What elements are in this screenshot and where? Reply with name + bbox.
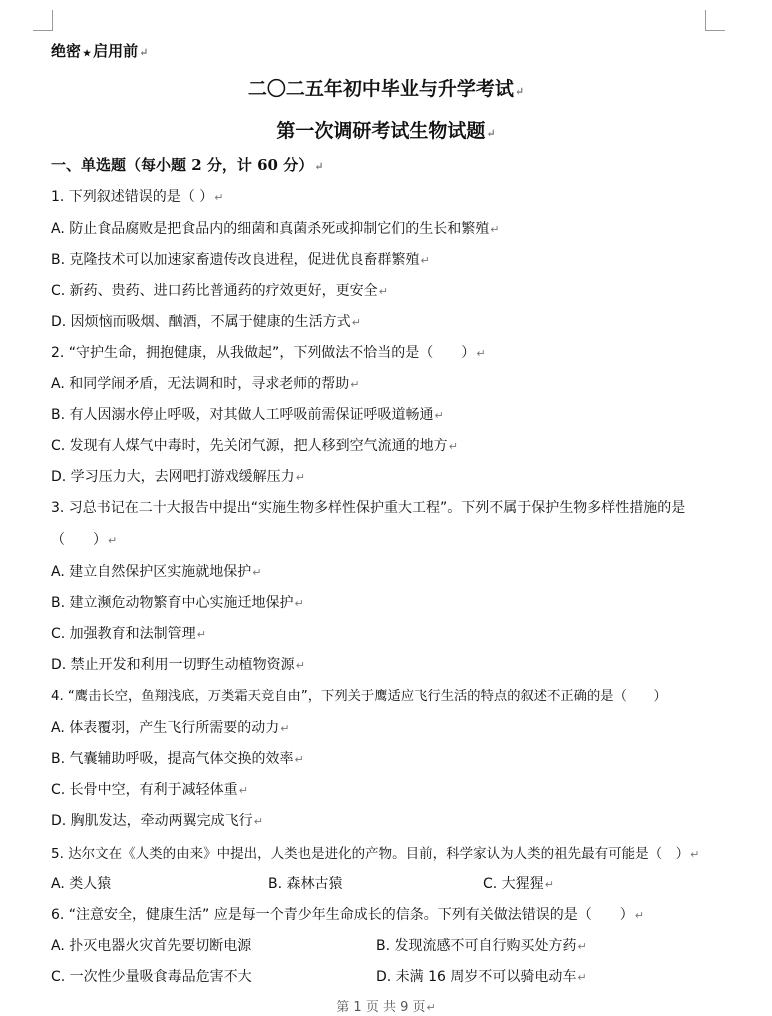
paragraph-mark-icon: ↵ — [294, 597, 304, 610]
question-4-option-d: D. 胸肌发达，牵动两翼完成飞行↵ — [51, 813, 263, 829]
paragraph-mark-icon: ↵ — [351, 316, 361, 329]
paragraph-mark-icon: ↵ — [490, 223, 500, 236]
question-2-option-a: A. 和同学闹矛盾，无法调和时，寻求老师的帮助↵ — [51, 376, 360, 392]
question-6-options-row-2 — [51, 966, 721, 986]
question-4-option-c: C. 长骨中空，有利于减轻体重↵ — [51, 782, 248, 798]
question-5-option-b: B. 森林古猿 — [268, 876, 343, 892]
paragraph-mark-icon: ↵ — [238, 784, 248, 797]
question-4-option-b: B. 气囊辅助呼吸，提高气体交换的效率↵ — [51, 751, 304, 767]
question-4-option-a: A. 体表覆羽，产生飞行所需要的动力↵ — [51, 720, 290, 736]
question-3-stem: 3. 习总书记在二十大报告中提出“实施生物多样性保护重大工程”。下列不属于保护生物多样性措施的是 — [51, 500, 686, 516]
paragraph-mark-icon: ↵ — [280, 722, 290, 735]
question-6-options-row-1 — [51, 935, 721, 955]
crop-mark-top-left — [52, 10, 53, 30]
question-3-option-d: D. 禁止开发和利用一切野生动植物资源↵ — [51, 657, 305, 673]
paragraph-mark-icon: ↵ — [253, 815, 263, 828]
confidential-label: 绝密 ★ 启用前↵ — [51, 42, 149, 60]
paragraph-mark-icon: ↵ — [577, 971, 587, 984]
question-3-option-c: C. 加强教育和法制管理↵ — [51, 626, 206, 642]
question-1-option-b: B. 克隆技术可以加速家畜遗传改良进程，促进优良畜群繁殖↵ — [51, 252, 430, 268]
question-1-stem: 1. 下列叙述错误的是（ ）↵ — [51, 189, 224, 205]
section-heading: 一、单选题（每小题 2 分，计 60 分）↵ — [51, 156, 324, 174]
question-1-option-d: D. 因烦恼而吸烟、酗酒，不属于健康的生活方式↵ — [51, 314, 361, 330]
question-4-stem: 4. “鹰击长空，鱼翔浅底，万类霜天竞自由”，下列关于鹰适应飞行生活的特点的叙述不正确的是（ ） — [51, 689, 667, 704]
paragraph-mark-icon: ↵ — [434, 409, 444, 422]
question-5-option-a: A. 类人猿 — [51, 876, 112, 892]
paragraph-mark-icon: ↵ — [634, 909, 644, 922]
exam-subtitle: 第一次调研考试生物试题↵ — [276, 120, 496, 142]
question-5-option-c: C. 大猩猩↵ — [483, 876, 554, 892]
paragraph-mark-icon: ↵ — [196, 628, 206, 641]
paragraph-mark-icon: ↵ — [577, 940, 587, 953]
question-6-option-b: B. 发现流感不可自行购买处方药↵ — [376, 938, 587, 954]
star-icon: ★ — [83, 49, 92, 59]
paragraph-mark-icon: ↵ — [420, 254, 430, 267]
paragraph-mark-icon: ↵ — [295, 659, 305, 672]
paragraph-mark-icon: ↵ — [139, 46, 149, 59]
paragraph-mark-icon: ↵ — [252, 566, 262, 579]
question-3-option-a: A. 建立自然保护区实施就地保护↵ — [51, 564, 262, 580]
paragraph-mark-icon: ↵ — [690, 848, 700, 861]
question-6-stem: 6. “注意安全，健康生活” 应是每一个青少年生命成长的信条。下列有关做法错误的是（ ）↵ — [51, 907, 644, 923]
paragraph-mark-icon: ↵ — [514, 85, 525, 98]
paragraph-mark-icon: ↵ — [350, 378, 360, 391]
paragraph-mark-icon: ↵ — [486, 127, 496, 140]
question-2-option-c: C. 发现有人煤气中毒时，先关闭气源，把人移到空气流通的地方↵ — [51, 438, 458, 454]
question-2-stem: 2. “守护生命，拥抱健康，从我做起”，下列做法不恰当的是（ ）↵ — [51, 345, 486, 361]
paragraph-mark-icon: ↵ — [378, 285, 388, 298]
paragraph-mark-icon: ↵ — [476, 347, 486, 360]
paragraph-mark-icon: ↵ — [294, 753, 304, 766]
question-3-option-b: B. 建立濒危动物繁育中心实施迁地保护↵ — [51, 595, 304, 611]
paragraph-mark-icon: ↵ — [214, 191, 224, 204]
question-3-stem-continued: （ ）↵ — [51, 532, 118, 548]
paragraph-mark-icon: ↵ — [544, 878, 554, 891]
paragraph-mark-icon: ↵ — [448, 440, 458, 453]
question-6-option-a: A. 扑灭电器火灾首先要切断电源 — [51, 938, 252, 954]
question-6-option-d: D. 未满 16 周岁不可以骑电动车↵ — [376, 969, 587, 985]
paragraph-mark-icon: ↵ — [295, 471, 305, 484]
question-2-option-b: B. 有人因溺水停止呼吸，对其做人工呼吸前需保证呼吸道畅通↵ — [51, 407, 444, 423]
paragraph-mark-icon: ↵ — [314, 160, 324, 173]
crop-mark-top-left — [33, 30, 53, 31]
question-1-option-c: C. 新药、贵药、进口药比普通药的疗效更好，更安全↵ — [51, 283, 388, 299]
page-number-footer: 第 1 页 共 9 页↵ — [336, 1000, 436, 1015]
paragraph-mark-icon: ↵ — [108, 534, 118, 547]
crop-mark-top-right — [705, 10, 706, 30]
question-6-option-c: C. 一次性少量吸食毒品危害不大 — [51, 969, 252, 985]
question-1-option-a: A. 防止食品腐败是把食品内的细菌和真菌杀死或抑制它们的生长和繁殖↵ — [51, 221, 500, 237]
question-5-options — [51, 873, 721, 893]
question-5-stem: 5. 达尔文在《人类的由来》中提出，人类也是进化的产物。目前，科学家认为人类的祖先最有可能是（ ）↵ — [51, 846, 700, 862]
crop-mark-top-right — [705, 30, 725, 31]
question-2-option-d: D. 学习压力大，去网吧打游戏缓解压力↵ — [51, 469, 305, 485]
paragraph-mark-icon: ↵ — [426, 1001, 436, 1014]
exam-title: 二〇二五年初中毕业与升学考试↵ — [247, 78, 525, 100]
